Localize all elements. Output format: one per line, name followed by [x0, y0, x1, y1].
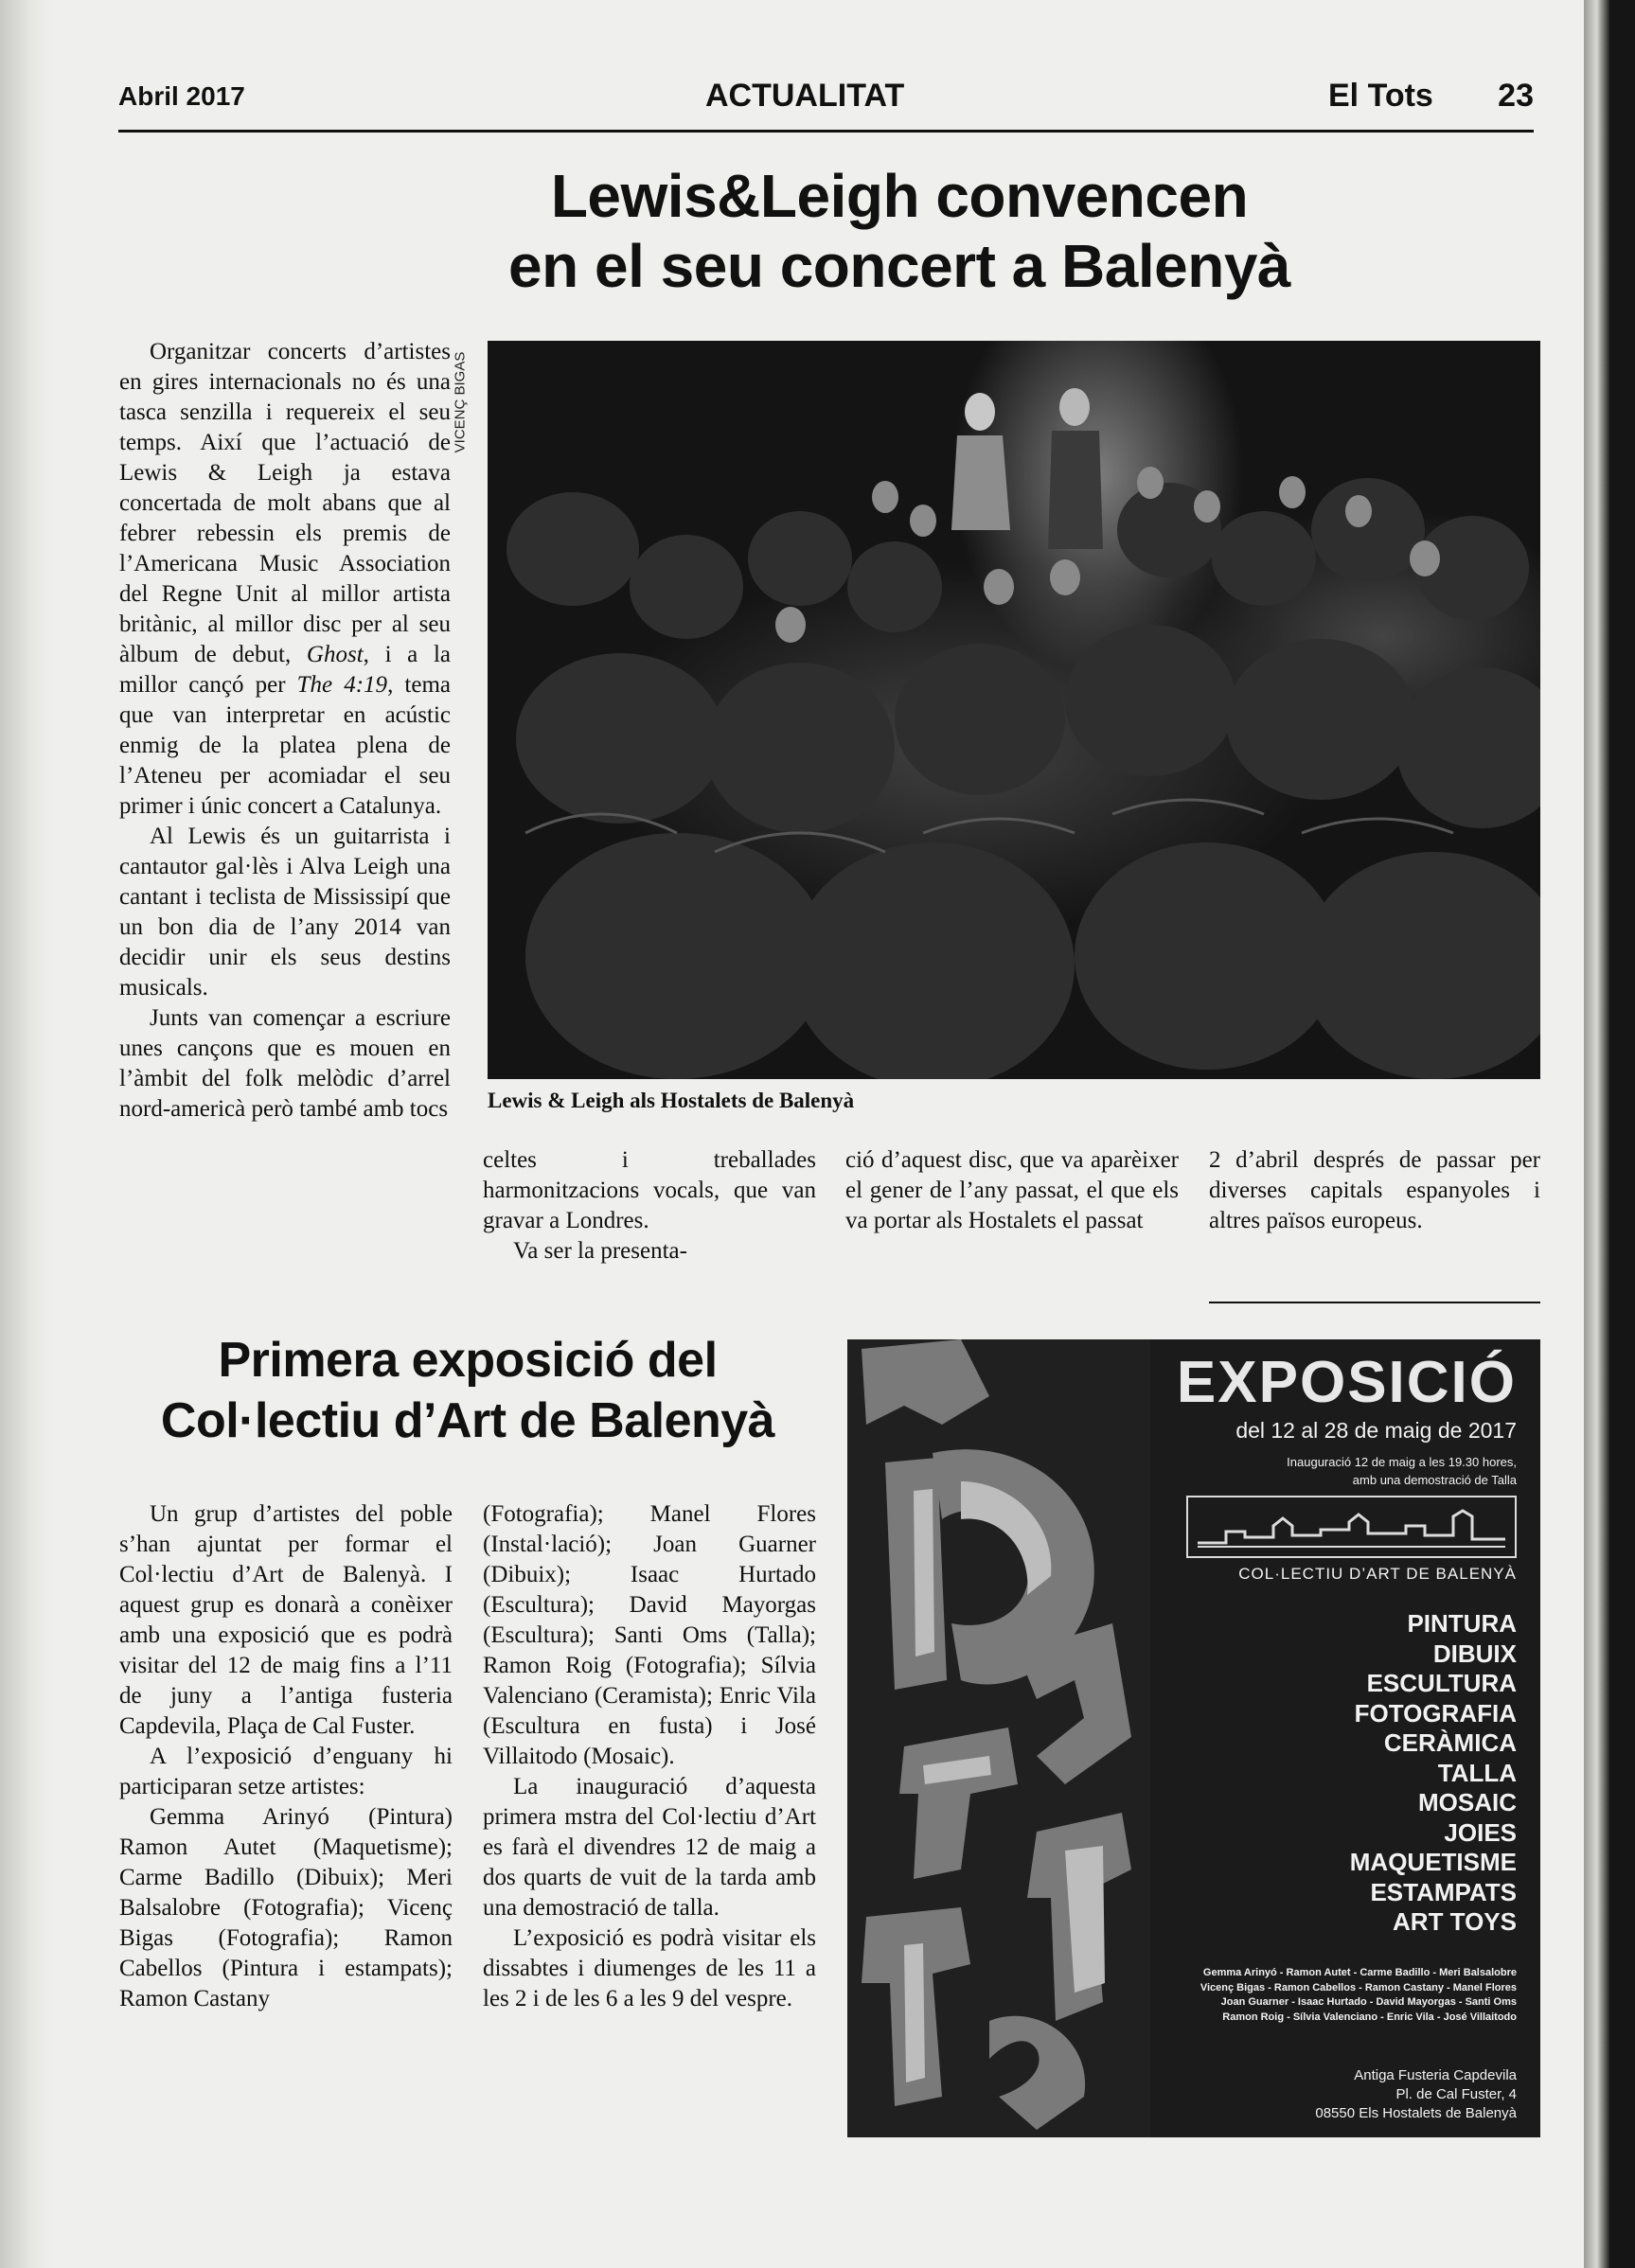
poster-venue	[1315, 2066, 1517, 2123]
page-edge	[1584, 0, 1609, 2268]
article2-headline-line1: Primera exposició del	[218, 1333, 718, 1388]
page-fold-shadow	[0, 0, 52, 2268]
poster-disciplines	[1350, 1609, 1517, 1938]
poster-title: EXPOSICIÓ	[1176, 1350, 1517, 1415]
article1-paragraph: Al Lewis és un guitarrista i cantautor gal·lès i Alva Leigh una cantant i teclista de Mississipí que un bon dia de l’any 2014 van decidir unir els seus destins musicals.	[119, 824, 451, 1001]
discipline-item: MOSAIC	[1418, 1788, 1517, 1816]
inauguration-line: amb una demostració de Talla	[1352, 1473, 1517, 1487]
concert-photo-scene	[488, 341, 1540, 1079]
discipline-item: ART TOYS	[1393, 1907, 1517, 1936]
article2-column-1	[119, 1499, 453, 2014]
article2-paragraph: Un grup d’artistes del poble s’han ajuntat per formar el Col·lectiu d’Art de Balenyà. I aquest grup es donarà a conèixer amb una exposició que es podrà visitar del 12 de maig fins a l’11 de juny a l’antiga fusteria Capdevila, Plaça de Cal Fuster.	[119, 1501, 453, 1739]
article1-paragraph: Organitzar concerts d’artistes en gires internacionals no és una tasca senzilla i requereix el seu temps. Així que l’actuació de Lewis & Leigh ja estava concertada de molt abans que al febrer rebessin els premis de l’Americana Music Association del Regne Unit al millor artista britànic, al millor disc per al seu àlbum de debut, Ghost, i a la millor cançó per The 4:19, tema que van interpretar en acústic enmig de la platea plena de l’Ateneu per acomiadar el seu primer i únic concert a Catalunya.	[119, 339, 451, 819]
album-title: Ghost	[306, 642, 364, 667]
article1-paragraph: Junts van començar a escriure unes cançons que es mouen en l’àmbit del folk melòdic d’arrel nord-americà però també amb tocs	[119, 1005, 451, 1122]
article2-paragraph: L’exposició es podrà visitar els dissabtes i diumenges de les 11 a les 2 i de les 6 a les 9 del vespre.	[483, 1925, 816, 2011]
discipline-item: JOIES	[1444, 1817, 1517, 1847]
poster-collective-name: COL·LECTIU D’ART DE BALENYÀ	[1238, 1565, 1517, 1583]
song-title: The 4:19	[296, 672, 388, 698]
concert-photo	[488, 341, 1540, 1079]
artists-line: Gemma Arinyó - Ramon Autet - Carme Badillo - Meri Balsalobre	[1202, 1967, 1517, 1978]
audience	[506, 478, 1540, 1079]
performer-head	[1059, 388, 1090, 426]
article2-paragraph: A l’exposició d’enguany hi participaran setze artistes:	[119, 1744, 453, 1799]
discipline-item: CERÀMICA	[1383, 1728, 1517, 1757]
article2-paragraph: La inauguració d’aquesta primera mstra del Col·lectiu d’Art es farà el divendres 12 de maig a dos quarts de vuit de la tarda amb una demostració de talla.	[483, 1774, 816, 1921]
venue-line: Pl. de Cal Fuster, 4	[1395, 2086, 1517, 2102]
article1-paragraph: 2 d’abril després de passar per diverses capitals espanyoles i altres països europeus.	[1209, 1147, 1540, 1233]
artists-line: Joan Guarner - Isaac Hurtado - David Mayorgas - Santi Oms	[1220, 1996, 1517, 2008]
article1-column-4	[1209, 1145, 1540, 1236]
article1-headline-line1: Lewis&Leigh convencen	[550, 162, 1249, 230]
article2-column-2	[483, 1499, 816, 2014]
performer-body	[1048, 431, 1103, 549]
article1-paragraph: Va ser la presenta-	[513, 1238, 687, 1264]
page-number: 23	[1498, 78, 1534, 114]
article1-paragraph: ció d’aquest disc, que va aparèixer el gener de l’any passat, el que els va portar als Hostalets el passat	[845, 1147, 1179, 1233]
artists-line: Vicenç Bigas - Ramon Cabellos - Ramon Castany - Manel Flores	[1200, 1981, 1517, 1993]
artists-line: Ramon Roig - Sílvia Valenciano - Enric Vila - José Villaitodo	[1222, 2011, 1517, 2023]
article1-headline-line2: en el seu concert a Balenyà	[508, 232, 1290, 300]
article1-column-2	[483, 1145, 816, 1267]
performer-body	[951, 435, 1010, 530]
article2-headline	[119, 1330, 816, 1451]
article2-headline-line2: Col·lectiu d’Art de Balenyà	[160, 1393, 775, 1448]
article1-paragraph: celtes i treballades harmonitzacions vocals, que van gravar a Londres.	[483, 1147, 816, 1233]
column-rule	[1209, 1302, 1540, 1303]
issue-date: Abril 2017	[118, 81, 245, 111]
discipline-item: TALLA	[1437, 1758, 1517, 1787]
article1-headline	[398, 161, 1401, 301]
discipline-item: PINTURA	[1407, 1609, 1517, 1638]
discipline-item: ESTAMPATS	[1370, 1877, 1517, 1906]
venue-line: 08550 Els Hostalets de Balenyà	[1315, 2105, 1517, 2121]
discipline-item: MAQUETISME	[1349, 1848, 1517, 1876]
article1-column-1	[119, 337, 451, 1125]
poster-inauguration	[1138, 1453, 1517, 1489]
discipline-item: FOTOGRAFIA	[1354, 1698, 1517, 1728]
abstract-letter-art	[847, 1339, 1150, 2137]
poster-artists	[1119, 1966, 1517, 2025]
discipline-item: ESCULTURA	[1366, 1669, 1517, 1697]
photo-credit: VICENÇ BIGAS	[452, 351, 469, 453]
header-rule	[118, 130, 1534, 133]
exhibition-poster	[847, 1339, 1540, 2137]
article1-column-3	[845, 1145, 1179, 1236]
skyline-drawing	[1188, 1497, 1515, 1556]
discipline-item: DIBUIX	[1432, 1639, 1517, 1668]
village-skyline-logo	[1186, 1496, 1517, 1558]
article2-paragraph: Gemma Arinyó (Pintura) Ramon Autet (Maquetisme); Carme Badillo (Dibuix); Meri Balsalobre (Fotografia); Vicenç Bigas (Fotografia); Ramon Cabellos (Pintura i estampats); Ramon Castany	[119, 1804, 453, 2011]
photo-caption: Lewis & Leigh als Hostalets de Balenyà	[488, 1089, 855, 1112]
performer-head	[965, 393, 995, 431]
publication-name: El Tots	[1328, 78, 1433, 114]
venue-line: Antiga Fusteria Capdevila	[1354, 2067, 1517, 2083]
page-header	[118, 78, 1534, 123]
article2-paragraph: (Fotografia); Manel Flores (Instal·lació); Joan Guarner (Dibuix); Isaac Hurtado (Escultura); David Mayorgas (Escultura); Santi Oms (Talla); Ramon Roig (Fotografia); Sílvia Valenciano (Ceramista); Enric Vila (Escultura en fusta) i José Villaitodo (Mosaic).	[483, 1501, 816, 1769]
poster-dates: del 12 al 28 de maig de 2017	[1235, 1418, 1517, 1443]
inauguration-line: Inauguració 12 de maig a les 19.30 hores,	[1287, 1455, 1517, 1469]
section-title: ACTUALITAT	[705, 78, 905, 114]
